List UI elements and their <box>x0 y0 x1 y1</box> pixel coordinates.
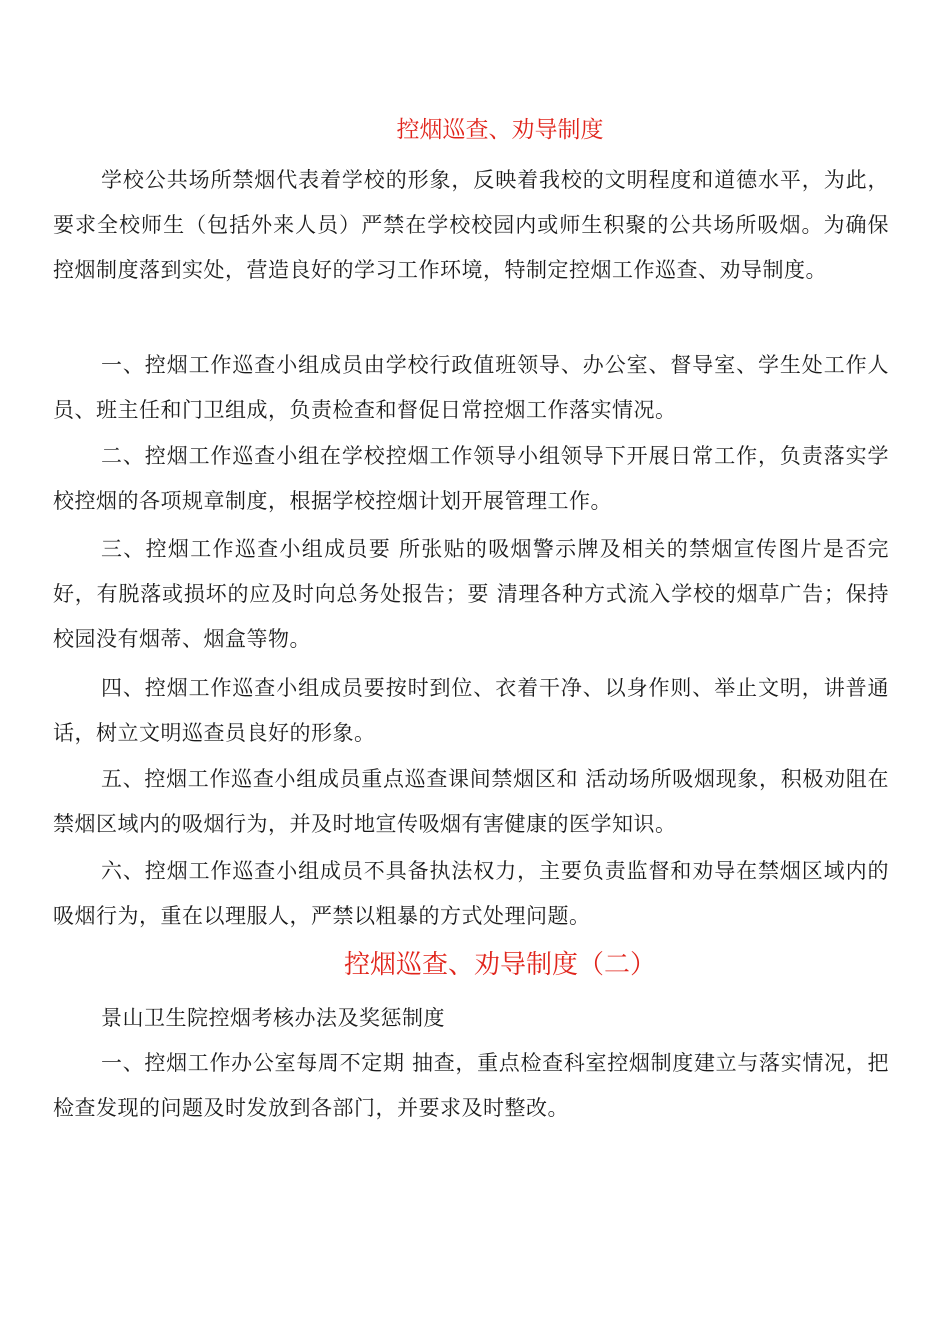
rule-paragraph-5: 五、控烟工作巡查小组成员重点巡查课间禁烟区和 活动场所吸烟现象，积极劝阻在禁烟区域内的吸烟行为，并及时地宣传吸烟有害健康的医学知识。 <box>53 767 889 836</box>
section2-subtitle: 景山卫生院控烟考核办法及奖惩制度 <box>101 1006 445 1030</box>
rule-paragraph-1: 一、控烟工作巡查小组成员由学校行政值班领导、办公室、督导室、学生处工作人员、班主任和门卫组成，负责检查和督促日常控烟工作落实情况。 <box>53 353 889 422</box>
document-title: 控烟巡查、劝导制度 <box>396 117 604 143</box>
section-title-2: 控烟巡查、劝导制度（二） <box>343 950 656 980</box>
rule-paragraph-6: 六、控烟工作巡查小组成员不具备执法权力，主要负责监督和劝导在禁烟区域内的吸烟行为，重在以理服人，严禁以粗暴的方式处理问题。 <box>53 859 889 928</box>
rule-paragraph-4: 四、控烟工作巡查小组成员要按时到位、衣着干净、以身作则、举止文明，讲普通话，树立文明巡查员良好的形象。 <box>53 676 889 745</box>
rule-paragraph-3: 三、控烟工作巡查小组成员要 所张贴的吸烟警示牌及相关的禁烟宣传图片是否完好，有脱落或损坏的应及时向总务处报告；要 清理各种方式流入学校的烟草广告；保持校园没有烟蒂、烟盒等物。 <box>53 537 889 651</box>
intro-paragraph: 学校公共场所禁烟代表着学校的形象，反映着我校的文明程度和道德水平，为此，要求全校师生（包括外来人员）严禁在学校校园内或师生积聚的公共场所吸烟。为确保控烟制度落到实处，营造良好的学习工作环境，特制定控烟工作巡查、劝导制度。 <box>53 168 889 282</box>
section2-rule-paragraph-1: 一、控烟工作办公室每周不定期 抽查，重点检查科室控烟制度建立与落实情况，把检查发现的问题及时发放到各部门，并要求及时整改。 <box>53 1051 889 1120</box>
rule-paragraph-2: 二、控烟工作巡查小组在学校控烟工作领导小组领导下开展日常工作，负责落实学校控烟的各项规章制度，根据学校控烟计划开展管理工作。 <box>53 444 889 513</box>
